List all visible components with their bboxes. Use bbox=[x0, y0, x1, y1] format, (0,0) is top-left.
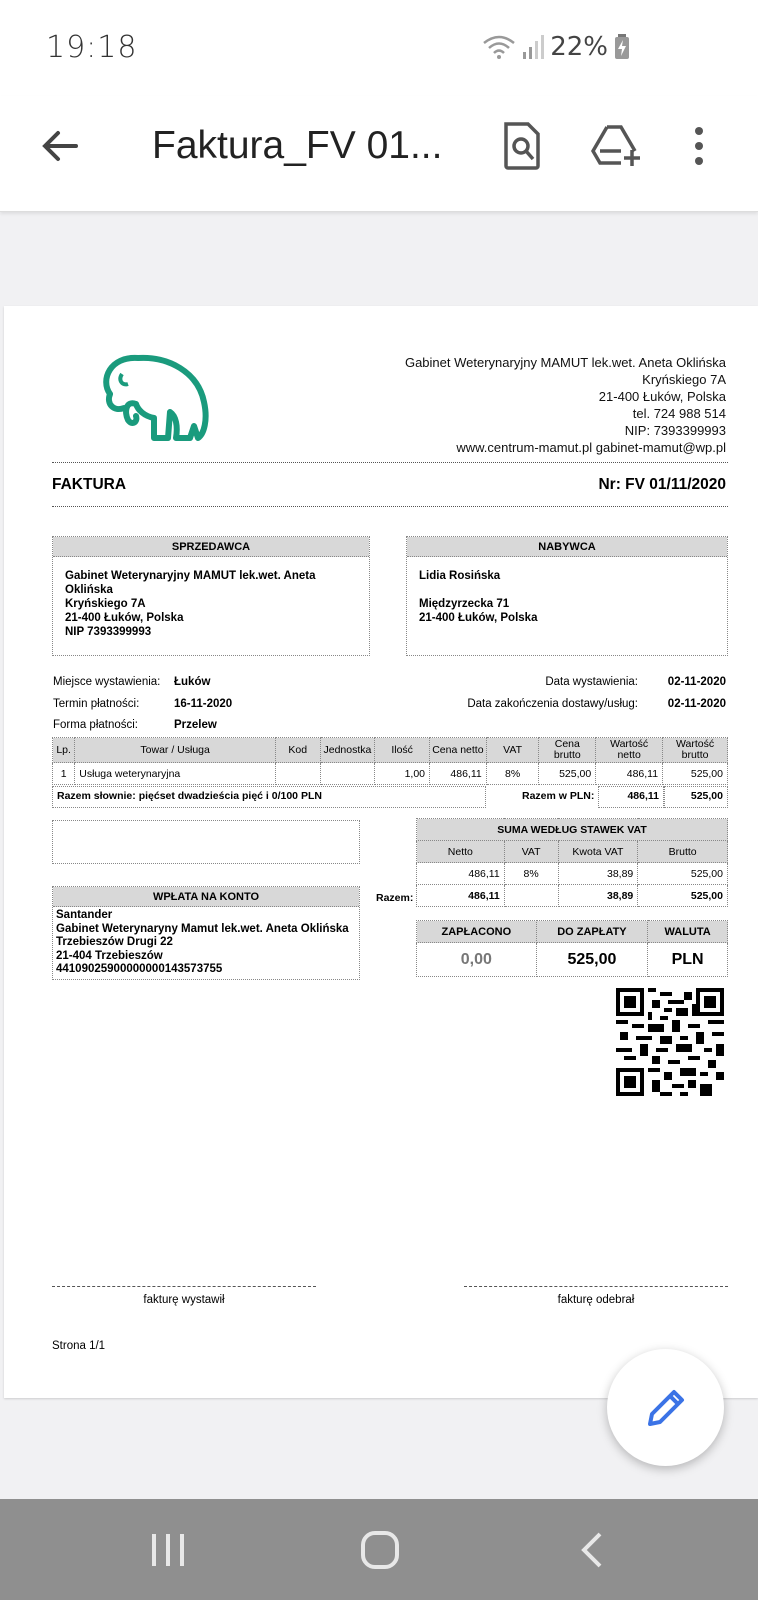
signature-line-issuer bbox=[52, 1286, 316, 1287]
signature-line-receiver bbox=[464, 1286, 728, 1287]
app-bar bbox=[0, 96, 758, 212]
vat-rate: 8% bbox=[504, 863, 558, 885]
col-unit-net: Cena netto bbox=[430, 738, 487, 763]
page-number: Strona 1/1 bbox=[52, 1340, 106, 1352]
cell-unit-net: 486,11 bbox=[430, 763, 487, 785]
pencil-icon bbox=[644, 1386, 688, 1430]
seller-phone: tel. 724 988 514 bbox=[632, 406, 726, 421]
status-time: 19:18 bbox=[46, 30, 138, 65]
buyer-street: Międzyrzecka 71 bbox=[419, 598, 510, 610]
vat-total-gross: 525,00 bbox=[638, 885, 728, 907]
bank-account: 44109025900000000143573755 bbox=[56, 963, 223, 975]
bank-city: 21-404 Trzebieszów bbox=[56, 949, 163, 962]
due-label: Termin płatności: bbox=[53, 698, 140, 710]
paid-label: ZAPŁACONO bbox=[417, 921, 537, 943]
vat-total-net: 486,11 bbox=[417, 885, 505, 907]
buyer-name: Lidia Rosińska bbox=[419, 570, 501, 582]
items-header-row bbox=[53, 738, 728, 763]
currency-label: WALUTA bbox=[648, 921, 728, 943]
col-lp: Lp. bbox=[53, 738, 75, 763]
seller-name: Gabinet Weterynaryjny MAMUT lek.wet. Aneta Oklińska bbox=[404, 355, 726, 370]
buyer-city: 21-400 Łuków, Polska bbox=[419, 612, 538, 624]
seller-box-name: Gabinet Weterynaryjny MAMUT lek.wet. Aneta Oklińska bbox=[65, 570, 316, 596]
col-code: Kod bbox=[275, 738, 320, 763]
issue-date-value: 02-11-2020 bbox=[667, 676, 726, 688]
seller-box-street: Kryńskiego 7A bbox=[65, 598, 146, 610]
signal-icon bbox=[522, 34, 544, 60]
cell-product: Usługa weterynaryjna bbox=[75, 763, 276, 785]
cell-vat: 8% bbox=[486, 763, 539, 785]
notes-box bbox=[52, 820, 360, 864]
total-net: 486,11 bbox=[598, 786, 664, 808]
signature-label-receiver: fakturę odebrał bbox=[557, 1294, 635, 1306]
mammoth-logo-icon bbox=[94, 350, 224, 450]
search-document-icon[interactable] bbox=[495, 116, 549, 176]
method-value: Przelew bbox=[174, 719, 217, 731]
paid-value: 0,00 bbox=[417, 943, 537, 977]
buyer-box-heading: NABYWCA bbox=[407, 537, 727, 557]
vat-gross: 525,00 bbox=[638, 863, 728, 885]
table-row bbox=[417, 863, 728, 885]
cell-gross-value: 525,00 bbox=[663, 763, 728, 785]
battery-charging-icon bbox=[614, 34, 630, 60]
vat-total-rate bbox=[504, 885, 558, 907]
vat-col-rate: VAT bbox=[504, 841, 558, 863]
amount-in-words: Razem słownie: pięćset dwadzieścia pięć i 0/100 PLN bbox=[52, 786, 486, 808]
seller-header bbox=[405, 354, 726, 456]
signature-label-issuer: fakturę wystawił bbox=[143, 1294, 225, 1306]
vat-amount: 38,89 bbox=[558, 863, 638, 885]
vat-total-label: Razem: bbox=[376, 892, 414, 904]
currency-value: PLN bbox=[648, 943, 728, 977]
wifi-icon bbox=[482, 34, 516, 60]
document-page[interactable] bbox=[4, 306, 758, 1398]
place-value: Łuków bbox=[174, 676, 211, 688]
to-pay-value: 525,00 bbox=[536, 943, 648, 977]
method-label: Forma płatności: bbox=[53, 719, 139, 731]
invoice-title: FAKTURA bbox=[52, 476, 127, 493]
seller-box-city: 21-400 Łuków, Polska bbox=[65, 612, 184, 624]
delivery-date-value: 02-11-2020 bbox=[667, 698, 726, 710]
edit-button[interactable] bbox=[607, 1349, 724, 1466]
total-pln-label: Razem w PLN: bbox=[522, 790, 595, 802]
recents-button[interactable] bbox=[138, 1527, 198, 1573]
invoice-number: Nr: FV 01/11/2020 bbox=[598, 476, 726, 493]
seller-box-nip: NIP 7393399993 bbox=[65, 626, 152, 638]
total-gross: 525,00 bbox=[664, 786, 728, 808]
bank-heading: WPŁATA NA KONTO bbox=[53, 887, 359, 907]
seller-box bbox=[52, 536, 370, 656]
bank-street: Trzebieszów Drugi 22 bbox=[56, 936, 173, 948]
document-title: Faktura_FV 01... bbox=[152, 124, 443, 167]
home-button[interactable] bbox=[350, 1527, 410, 1573]
cell-lp: 1 bbox=[53, 763, 75, 785]
col-unit-gross: Cena brutto bbox=[539, 738, 596, 763]
add-to-drive-icon[interactable] bbox=[590, 116, 644, 176]
more-options-icon[interactable] bbox=[686, 116, 712, 176]
vat-col-amount: Kwota VAT bbox=[558, 841, 638, 863]
totals-row bbox=[52, 786, 728, 808]
col-vat: VAT bbox=[486, 738, 539, 763]
cell-qty: 1,00 bbox=[375, 763, 430, 785]
recents-icon bbox=[148, 1530, 188, 1570]
delivery-date-label: Data zakończenia dostawy/usług: bbox=[467, 698, 638, 710]
table-row bbox=[417, 885, 728, 907]
divider bbox=[52, 462, 728, 463]
to-pay-label: DO ZAPŁATY bbox=[536, 921, 648, 943]
cell-unit-gross: 525,00 bbox=[539, 763, 596, 785]
buyer-box bbox=[406, 536, 728, 656]
col-product: Towar / Usługa bbox=[75, 738, 276, 763]
col-gross-value: Wartość brutto bbox=[663, 738, 728, 763]
issue-date-label: Data wystawienia: bbox=[545, 676, 638, 688]
back-chevron-icon bbox=[572, 1530, 612, 1570]
cell-unit bbox=[320, 763, 375, 785]
bank-box bbox=[52, 886, 360, 980]
col-net-value: Wartość netto bbox=[596, 738, 663, 763]
vat-summary bbox=[416, 818, 728, 907]
back-button[interactable] bbox=[562, 1527, 622, 1573]
seller-web: www.centrum-mamut.pl gabinet-mamut@wp.pl bbox=[456, 440, 726, 455]
vat-col-net: Netto bbox=[417, 841, 505, 863]
status-icons bbox=[482, 32, 630, 62]
col-unit: Jednostka bbox=[320, 738, 375, 763]
table-row bbox=[53, 763, 728, 785]
back-arrow-icon[interactable] bbox=[38, 124, 82, 168]
divider bbox=[52, 506, 728, 507]
vat-total-amount: 38,89 bbox=[558, 885, 638, 907]
home-icon bbox=[360, 1530, 400, 1570]
due-value: 16-11-2020 bbox=[174, 698, 233, 710]
vat-summary-heading: SUMA WEDŁUG STAWEK VAT bbox=[417, 819, 728, 841]
col-qty: Ilość bbox=[375, 738, 430, 763]
seller-street: Kryńskiego 7A bbox=[642, 372, 726, 387]
seller-city: 21-400 Łuków, Polska bbox=[598, 389, 726, 404]
qr-code-icon bbox=[616, 988, 724, 1096]
system-nav-bar bbox=[0, 1499, 758, 1600]
seller-box-heading: SPRZEDAWCA bbox=[53, 537, 369, 557]
payment-summary bbox=[416, 920, 728, 977]
battery-percent: 22% bbox=[550, 32, 608, 62]
bank-holder: Gabinet Weterynaryny Mamut lek.wet. Aneta Oklińska bbox=[56, 922, 349, 935]
status-bar bbox=[0, 0, 758, 96]
bank-name: Santander bbox=[56, 909, 113, 921]
cell-net-value: 486,11 bbox=[596, 763, 663, 785]
seller-nip: NIP: 7393399993 bbox=[624, 423, 726, 438]
items-table bbox=[52, 737, 728, 785]
cell-code bbox=[275, 763, 320, 785]
place-label: Miejsce wystawienia: bbox=[53, 676, 161, 688]
vat-net: 486,11 bbox=[417, 863, 505, 885]
vat-col-gross: Brutto bbox=[638, 841, 728, 863]
